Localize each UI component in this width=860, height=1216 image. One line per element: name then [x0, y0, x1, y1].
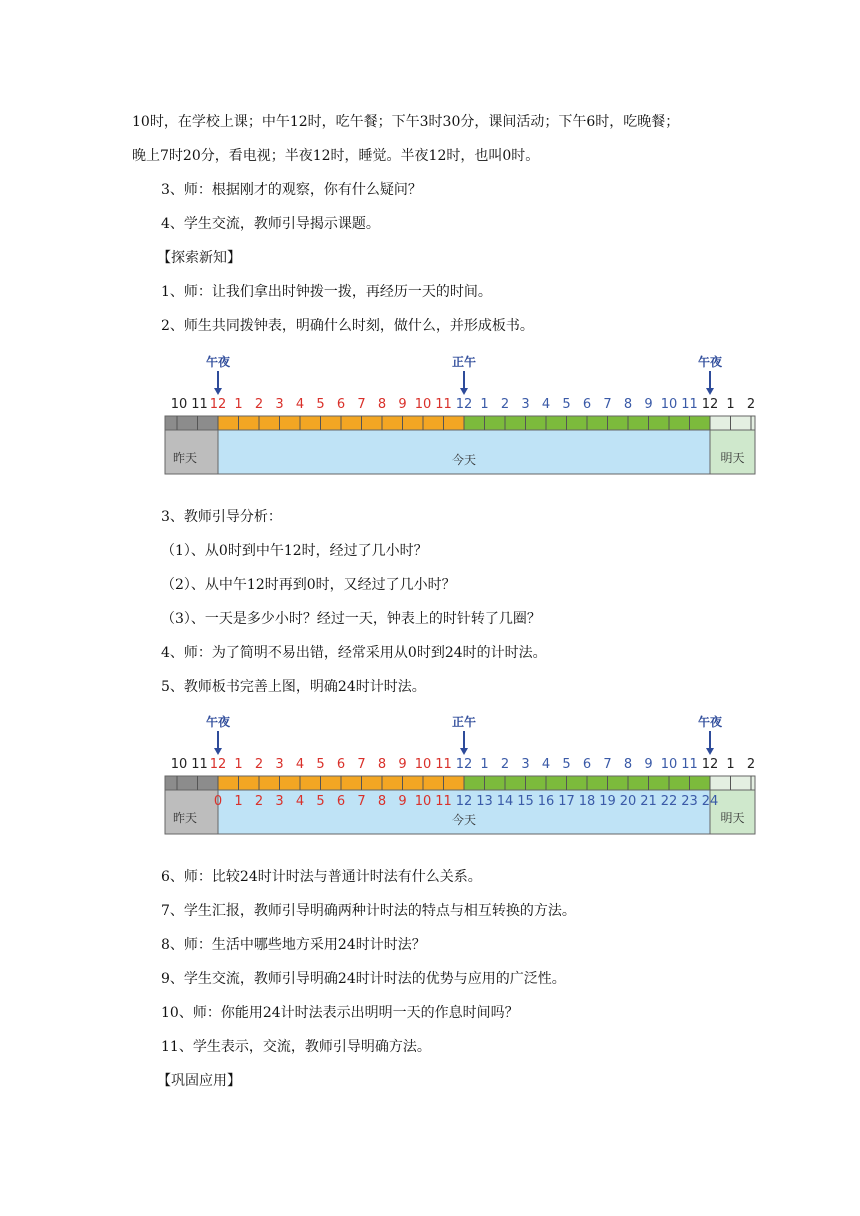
label-yesterday: 昨天 [172, 811, 198, 825]
hour24-label-pm: 22 [660, 794, 678, 809]
marker-label: 午夜 [697, 715, 723, 729]
para-line: 3、教师引导分析： [161, 509, 282, 525]
hour-label-am: 4 [295, 397, 305, 412]
label-today: 今天 [451, 813, 477, 827]
hour-label-am: 1 [234, 397, 243, 412]
hour-label-pm: 1 [480, 757, 489, 772]
hour-label-am: 5 [316, 757, 325, 772]
para-line: 10时，在学校上课；中午12时，吃午餐；下午3时30分，课间活动；下午6时，吃晚餐； [132, 114, 680, 130]
para-line: 6、师：比较24时计时法与普通计时法有什么关系。 [161, 869, 482, 885]
hour-label-pm: 12 [455, 757, 473, 772]
hour-label-am: 8 [377, 397, 387, 412]
hour-label-am: 5 [316, 397, 325, 412]
marker-arrow-head [706, 388, 714, 395]
hour-label-pm: 2 [500, 757, 510, 772]
tomorrow-bar [710, 416, 755, 430]
hour-label-pm: 9 [644, 757, 653, 772]
section-heading: 【巩固应用】 [157, 1073, 241, 1089]
hour-label-am: 3 [275, 757, 284, 772]
hour-label-pm: 3 [521, 757, 530, 772]
marker-arrow-head [214, 388, 222, 395]
hour24-label-am: 8 [377, 794, 387, 809]
para-line: 4、师：为了简明不易出错，经常采用从0时到24时的计时法。 [161, 645, 547, 661]
hour24-label-am: 1 [234, 794, 243, 809]
hour-label-am: 11 [435, 757, 452, 772]
para-line: （3）、一天是多少小时？经过一天，钟表上的时针转了几圈？ [161, 611, 541, 627]
marker-label: 正午 [451, 355, 477, 369]
para-line: 1、师：让我们拿出时钟拨一拨，再经历一天的时间。 [161, 284, 492, 300]
para-line: 11、学生表示，交流，教师引导明确方法。 [161, 1039, 431, 1055]
hour-label-am: 9 [398, 397, 407, 412]
hour-label-am: 12 [209, 757, 227, 772]
hour-label-pm: 7 [603, 397, 612, 412]
marker-label: 午夜 [697, 355, 723, 369]
hour-label-pm: 11 [681, 397, 698, 412]
hour-label-next: 2 [746, 397, 756, 412]
para-line: （2）、从中午12时再到0时，又经过了几小时？ [161, 577, 456, 593]
para-line: 3、师：根据刚才的观察，你有什么疑问？ [161, 182, 422, 198]
hour-label-am: 11 [435, 397, 452, 412]
para-line: 5、教师板书完善上图，明确24时计时法。 [161, 679, 426, 695]
hour24-label-am: 4 [295, 794, 305, 809]
timeline-figure-24h [163, 710, 759, 840]
para-line: 4、学生交流，教师引导揭示课题。 [161, 216, 380, 232]
para-line: 9、学生交流，教师引导明确24时计时法的优势与应用的广泛性。 [161, 971, 566, 987]
marker-label: 正午 [451, 715, 477, 729]
hour24-label-pm: 23 [681, 794, 698, 809]
hour24-label-am: 0 [213, 794, 223, 809]
hour-label-next: 2 [746, 757, 756, 772]
hour24-label-end: 24 [701, 794, 719, 809]
hour-label-pm: 9 [644, 397, 653, 412]
para-line: 8、师：生活中哪些地方采用24时计时法？ [161, 937, 426, 953]
hour-label-prev: 10 [170, 757, 188, 772]
hour-label-am: 6 [336, 757, 346, 772]
tomorrow-bar [710, 776, 755, 790]
hour-label-pm: 4 [541, 757, 551, 772]
hour-label-am: 7 [357, 397, 366, 412]
hour-label-am: 8 [377, 757, 387, 772]
hour24-label-am: 6 [336, 794, 346, 809]
hour-label-next: 12 [701, 757, 719, 772]
hour-label-pm: 7 [603, 757, 612, 772]
hour24-label-am: 10 [414, 794, 432, 809]
hour-label-next: 1 [726, 757, 735, 772]
hour24-label-am: 5 [316, 794, 325, 809]
hour-label-am: 7 [357, 757, 366, 772]
hour-label-pm: 3 [521, 397, 530, 412]
section-heading: 【探索新知】 [157, 250, 241, 266]
hour-label-am: 2 [254, 397, 264, 412]
hour24-label-pm: 18 [578, 794, 596, 809]
para-line: 7、学生汇报，教师引导明确两种计时法的特点与相互转换的方法。 [161, 903, 576, 919]
hour-label-am: 4 [295, 757, 305, 772]
hour-label-pm: 1 [480, 397, 489, 412]
marker-arrow-head [214, 748, 222, 755]
hour24-label-pm: 16 [537, 794, 555, 809]
para-line: 10、师：你能用24计时法表示出明明一天的作息时间吗？ [161, 1005, 519, 1021]
label-tomorrow: 明天 [720, 451, 745, 465]
hour-label-am: 12 [209, 397, 227, 412]
hour-label-pm: 2 [500, 397, 510, 412]
marker-arrow-head [706, 748, 714, 755]
hour-label-pm: 12 [455, 397, 473, 412]
para-line: 晚上7时20分，看电视；半夜12时，睡觉。半夜12时，也叫0时。 [132, 148, 540, 164]
hour-label-prev: 11 [191, 757, 208, 772]
marker-label: 午夜 [205, 355, 231, 369]
hour-label-pm: 11 [681, 757, 698, 772]
hour24-label-pm: 17 [558, 794, 575, 809]
para-line: 2、师生共同拨钟表，明确什么时刻，做什么，并形成板书。 [161, 318, 534, 334]
hour-label-pm: 8 [623, 757, 633, 772]
timeline-figure-12h [163, 350, 759, 480]
hour-label-pm: 6 [582, 757, 592, 772]
hour-label-prev: 10 [170, 397, 188, 412]
today-band [218, 430, 710, 474]
hour-label-next: 12 [701, 397, 719, 412]
hour-label-am: 3 [275, 397, 284, 412]
hour-label-am: 6 [336, 397, 346, 412]
hour24-label-pm: 20 [619, 794, 637, 809]
hour24-label-am: 9 [398, 794, 407, 809]
hour-label-next: 1 [726, 397, 735, 412]
hour24-label-pm: 14 [496, 794, 514, 809]
marker-arrow-head [460, 748, 468, 755]
hour-label-am: 1 [234, 757, 243, 772]
timeline-svg [163, 350, 759, 480]
hour-label-pm: 5 [562, 397, 571, 412]
marker-label: 午夜 [205, 715, 231, 729]
hour-label-pm: 8 [623, 397, 633, 412]
hour24-label-am: 7 [357, 794, 366, 809]
hour-label-am: 2 [254, 757, 264, 772]
para-line: （1）、从0时到中午12时，经过了几小时？ [161, 543, 428, 559]
hour-label-am: 10 [414, 757, 432, 772]
hour24-label-am: 3 [275, 794, 284, 809]
hour-label-pm: 6 [582, 397, 592, 412]
hour24-label-pm: 15 [517, 794, 534, 809]
yesterday-bar [165, 416, 218, 430]
hour-label-am: 9 [398, 757, 407, 772]
hour24-label-pm: 21 [640, 794, 657, 809]
hour-label-pm: 10 [660, 397, 678, 412]
hour24-label-pm: 13 [476, 794, 493, 809]
label-yesterday: 昨天 [172, 451, 198, 465]
marker-arrow-head [460, 388, 468, 395]
yesterday-bar [165, 776, 218, 790]
hour24-label-am: 11 [435, 794, 452, 809]
timeline-svg [163, 710, 759, 840]
label-today: 今天 [451, 453, 477, 467]
hour24-label-pm: 19 [599, 794, 616, 809]
hour-label-pm: 5 [562, 757, 571, 772]
label-tomorrow: 明天 [720, 811, 745, 825]
hour-label-pm: 4 [541, 397, 551, 412]
hour-label-prev: 11 [191, 397, 208, 412]
hour-label-am: 10 [414, 397, 432, 412]
hour-label-pm: 10 [660, 757, 678, 772]
hour24-label-am: 2 [254, 794, 264, 809]
hour24-label-pm: 12 [455, 794, 473, 809]
